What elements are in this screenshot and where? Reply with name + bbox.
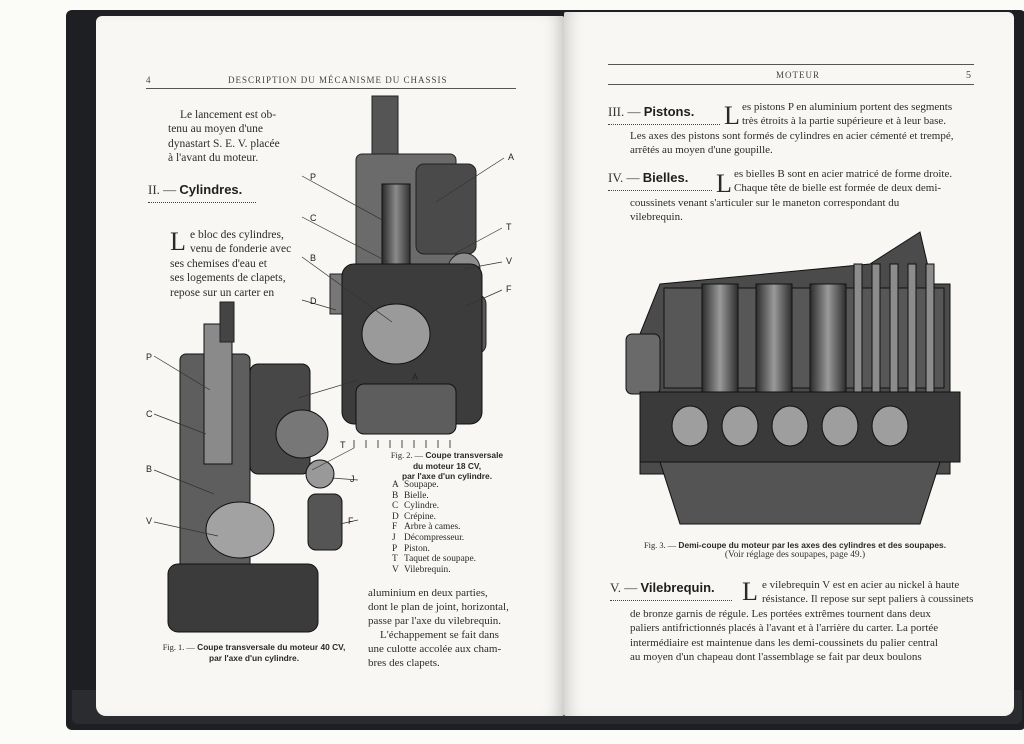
pistons-first-lines <box>742 100 976 129</box>
fig2-label-p: P <box>310 172 317 182</box>
legend-key: F <box>392 522 398 533</box>
text-line: Le lancement est ob- <box>180 109 277 121</box>
vilebrequin-first-lines <box>762 578 982 607</box>
cylindres-paragraph <box>170 228 294 300</box>
legend-key: C <box>392 501 399 512</box>
legend-item <box>392 480 532 491</box>
legend-item <box>392 522 532 533</box>
section-title: Bielles. <box>642 170 689 185</box>
legend-value: Crépine. <box>404 511 437 522</box>
text-line: Les axes des pistons sont formés de cylindres en acier cémenté et trempé, <box>630 130 954 142</box>
figure-1-caption <box>148 642 360 663</box>
fig1-label-a: A <box>412 372 419 382</box>
text-line: aluminium en deux parties, <box>368 587 488 599</box>
fig2-label-a: A <box>508 152 515 162</box>
fig1-label-c: C <box>146 409 153 419</box>
header-rule <box>146 88 516 89</box>
legend-item <box>392 533 532 544</box>
fig-number: Fig. 2. — <box>390 451 424 460</box>
figure-3-subcaption: (Voir réglage des soupapes, page 49.) <box>724 550 866 560</box>
fig2-label-v: V <box>506 256 513 266</box>
fig2-label-b: B <box>310 253 317 263</box>
fig1-label-v: V <box>146 516 153 526</box>
legend-key: B <box>392 490 399 501</box>
legend-key: D <box>392 511 399 522</box>
legend-item <box>392 491 532 502</box>
section-number: III. — <box>608 104 641 119</box>
bielles-first-lines <box>734 167 978 196</box>
text-line: e bloc des cylindres, <box>190 229 284 241</box>
vilebrequin-paragraph <box>630 607 982 665</box>
fig1-label-t: T <box>340 440 346 450</box>
engine-half-section-drawing <box>620 224 976 536</box>
fig-number: Fig. 3. — <box>643 541 677 550</box>
heading-dotted-rule <box>610 600 732 601</box>
fig1-label-p: P <box>146 352 153 362</box>
fig1-label-j: J <box>350 474 355 484</box>
caption-line: Coupe transversale <box>425 450 504 460</box>
section-heading-cylindres <box>148 182 242 198</box>
legend-key: V <box>392 564 399 575</box>
drop-cap: L <box>724 101 740 130</box>
bielles-paragraph <box>630 196 976 225</box>
text-line: résistance. Il repose sur sept paliers à coussinets <box>762 593 974 606</box>
text-line: vilebrequin. <box>630 211 683 224</box>
text-line: Chaque tête de bielle est formée de deux demi- <box>734 182 942 195</box>
section-heading-vilebrequin <box>610 580 715 596</box>
text-line: es pistons P en aluminium portent des segments <box>742 101 953 113</box>
text-line: dynastart S. E. V. placée <box>168 137 280 150</box>
legend-value: Taquet de soupape. <box>404 554 476 565</box>
text-line: repose sur un carter en <box>170 286 275 299</box>
text-line: intermédiaire est maintenue dans les demi-coussinets du palier central <box>630 636 938 649</box>
legend-item <box>392 565 532 576</box>
legend-item <box>392 544 532 555</box>
left-page <box>96 16 564 716</box>
section-title: Vilebrequin. <box>640 580 715 595</box>
legend-value: Bielle. <box>404 490 429 501</box>
section-heading-bielles <box>608 170 688 186</box>
pistons-paragraph <box>630 129 980 158</box>
fig2-label-d: D <box>310 296 317 306</box>
drop-cap: L <box>742 577 758 606</box>
fig2-label-c: C <box>310 213 317 223</box>
text-line: e vilebrequin V est en acier au nickel à haute <box>762 579 960 591</box>
heading-dotted-rule <box>608 124 720 125</box>
right-running-head: MOTEUR <box>776 70 820 80</box>
legend-value: Vilebrequin. <box>404 564 451 575</box>
legend-item <box>392 501 532 512</box>
drop-cap: L <box>170 227 186 256</box>
figure-2-caption <box>372 450 522 481</box>
caption-line: par l'axe d'un cylindre. <box>401 471 493 481</box>
legend-key: T <box>392 554 398 565</box>
left-running-head: DESCRIPTION DU MÉCANISME DU CHASSIS <box>228 75 448 85</box>
header-rule-top <box>608 64 974 65</box>
continued-paragraph <box>368 586 518 670</box>
text-line: ses chemises d'eau et <box>170 257 267 270</box>
caption-line: Demi-coupe du moteur par les axes des cylindres et des soupapes. <box>678 540 947 550</box>
legend-value: Arbre à cames. <box>404 522 461 533</box>
right-page <box>564 12 1014 716</box>
text-line: très étroits à la partie supérieure et à leur base. <box>742 115 947 128</box>
heading-dotted-rule <box>608 190 712 191</box>
section-number: V. — <box>610 580 638 595</box>
text-line: tenu au moyen d'une <box>168 123 264 136</box>
section-title: Pistons. <box>643 104 695 119</box>
header-rule-bottom <box>608 84 974 85</box>
legend-value: Décompresseur. <box>404 532 465 543</box>
fig1-label-b: B <box>146 464 153 474</box>
text-line: passe par l'axe du vilebrequin. <box>368 615 502 627</box>
legend-item <box>392 512 532 523</box>
text-line: L'échappement se fait dans <box>380 629 499 641</box>
legend-value: Piston. <box>404 543 430 554</box>
text-line: arrêtés au moyen d'une goupille. <box>630 144 773 157</box>
text-line: de bronze garnis de régule. Les portées extrêmes tournent dans deux <box>630 608 931 620</box>
figure-legend <box>392 480 532 575</box>
intro-paragraph <box>168 108 300 166</box>
fig1-label-f: F <box>348 516 354 526</box>
caption-line: Coupe transversale du moteur 40 CV, <box>197 642 346 652</box>
text-line: ses logements de clapets, <box>170 272 286 285</box>
caption-line: du moteur 18 CV, <box>412 461 482 471</box>
section-number: IV. — <box>608 170 640 185</box>
left-page-number: 4 <box>146 75 152 85</box>
text-line: dont le plan de joint, horizontal, <box>368 601 509 613</box>
caption-line: par l'axe d'un cylindre. <box>208 653 300 663</box>
legend-key: P <box>392 543 398 554</box>
heading-dotted-rule <box>148 202 256 203</box>
legend-key: A <box>392 480 399 490</box>
fig-number: Fig. 1. — <box>162 643 195 652</box>
legend-value: Cylindre. <box>404 501 440 512</box>
text-line: au moyen d'un chapeau dont l'assemblage se fait par deux boulons <box>630 651 922 664</box>
text-line: coussinets venant s'articuler sur le maneton correspondant du <box>630 197 900 209</box>
fig2-label-t: T <box>506 222 512 232</box>
text-line: bres des clapets. <box>368 657 440 669</box>
engine-40cv-cross-section-drawing <box>140 294 370 654</box>
section-title: Cylindres. <box>179 182 243 197</box>
text-line: paliers antifrictionnés placés à l'avant et à l'arrière du carter. La portée <box>630 622 939 635</box>
text-line: à l'avant du moteur. <box>168 152 259 165</box>
drop-cap: L <box>716 169 732 198</box>
legend-value: Soupape. <box>404 480 439 490</box>
text-line: venu de fonderie avec <box>190 243 292 256</box>
text-line: es bielles B sont en acier matricé de forme droite. <box>734 168 953 180</box>
right-page-number: 5 <box>966 70 972 81</box>
text-line: une culotte accolée aux cham- <box>368 643 502 655</box>
legend-item <box>392 554 532 565</box>
fig2-label-f: F <box>506 284 512 294</box>
section-heading-pistons <box>608 104 694 120</box>
legend-key: J <box>392 532 396 543</box>
section-number: II. — <box>148 182 177 197</box>
